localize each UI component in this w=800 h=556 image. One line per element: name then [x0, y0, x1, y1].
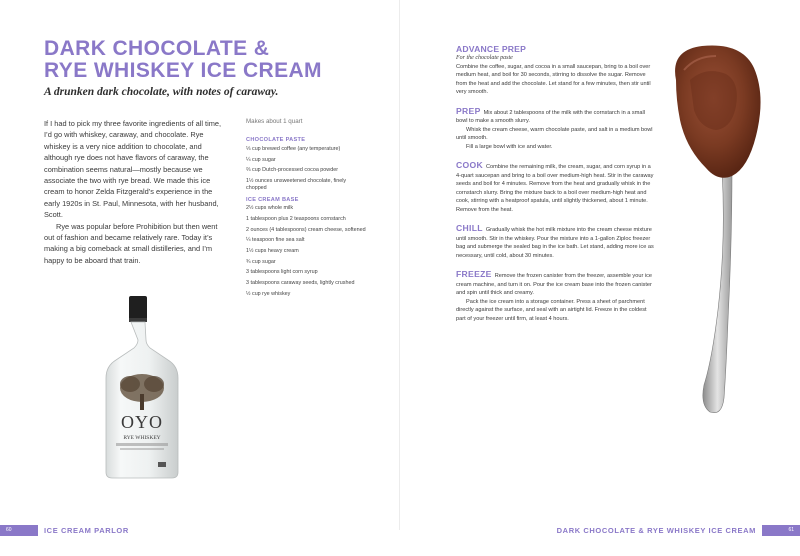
intro-paragraph-2: Rye was popular before Prohibition but then went out of fashion and became relatively rare. Today it’s making a big comeback at small distilleries, and I’m happy to be aboard that train.	[44, 221, 218, 265]
bottle-product: RYE WHISKEY	[123, 435, 161, 441]
chill-label: CHILL	[456, 223, 483, 233]
intro-paragraph-1: If I had to pick my three favorite ingredients of all time, I’d go with whiskey, caraway, and chocolate. Rye whiskey is a very nice addition to chocolate, and although rye does not have flavors of caraway, the combination seems natural—mostly because we associate the two with rye bread. We made this ice cream to honor Zelda Fitzgerald’s experience in the early 1920s in St. Paul, Minnesota, with her husband, Scott.	[44, 119, 222, 220]
base-heading: ICE CREAM BASE	[246, 196, 299, 203]
right-page-number: 61	[788, 527, 794, 533]
paste-heading: CHOCOLATE PASTE	[246, 137, 306, 144]
prep-section	[456, 107, 656, 152]
cook-label: COOK	[456, 160, 483, 170]
ice-cream-spoon-image	[656, 40, 776, 420]
right-page	[400, 0, 800, 556]
footer-right-bar	[762, 525, 800, 536]
ingredient-item: 1 tablespoon plus 2 teaspoons cornstarch	[246, 215, 346, 222]
ingredient-item: ⅔ cup Dutch-processed cocoa powder	[246, 167, 338, 174]
ingredient-item: 1½ cups heavy cream	[246, 247, 299, 254]
whiskey-bottle-image	[98, 296, 186, 480]
footer-left	[0, 525, 400, 536]
ingredient-item: 3 tablespoons light corn syrup	[246, 269, 318, 276]
intro-text	[44, 118, 222, 266]
freeze-section	[456, 270, 656, 323]
footer-right-text: DARK CHOCOLATE & RYE WHISKEY ICE CREAM	[556, 526, 756, 535]
advance-prep-section	[456, 44, 656, 97]
ingredient-item: ¼ cup sugar	[246, 156, 276, 163]
prep-text-3: Fill a large bowl with ice and water.	[466, 143, 553, 150]
ingredient-item: 3 tablespoons caraway seeds, lightly crushed	[246, 280, 355, 287]
ingredient-item: ½ cup rye whiskey	[246, 290, 291, 297]
ingredient-item: 2½ cups whole milk	[246, 205, 294, 212]
ingredients-list	[246, 118, 366, 301]
chill-section	[456, 224, 656, 260]
cook-section	[456, 161, 656, 214]
prep-text-2: Whisk the cream cheese, warm chocolate paste, and salt in a medium bowl until smooth.	[456, 126, 653, 141]
yield: Makes about 1 quart	[246, 118, 303, 125]
recipe-subtitle: A drunken dark chocolate, with notes of caraway.	[44, 86, 279, 98]
advance-prep-sub: For the chocolate paste	[456, 55, 513, 61]
freeze-text-2: Pack the ice cream into a storage container. Press a sheet of parchment directly against the surface, and seal with an airtight lid. Freeze in the coldest part of your freezer until firm, at least 4 hours.	[456, 298, 647, 322]
bottle-brand: OYO	[121, 412, 163, 432]
recipe-title	[44, 38, 364, 82]
footer-left-bar	[0, 525, 38, 536]
freeze-label: FREEZE	[456, 269, 492, 279]
advance-prep-text: Combine the coffee, sugar, and cocoa in a small saucepan, bring to a boil over medium heat, and boil for 30 seconds, stirring to dissolve the sugar. Remove from the heat and add the chocolate. Let stand for a few minutes, then stir until very smooth.	[456, 63, 651, 95]
ingredient-item: 2 ounces (4 tablespoons) cream cheese, softened	[246, 226, 366, 233]
freeze-text: Remove the frozen canister from the freezer, assemble your ice cream machine, and turn it on. Pour the ice cream base into the frozen canister and spin until thick and creamy.	[456, 273, 653, 296]
ingredient-item: ¼ teaspoon fine sea salt	[246, 237, 305, 244]
footer-right	[400, 525, 800, 536]
cook-text: Combine the remaining milk, the cream, sugar, and corn syrup in a 4-quart saucepan and bring to a boil over medium-high heat. Stir in the caraway seeds and boil for 4 minutes. Remove from the heat and gradually whisk in the cornstarch slurry. Bring the mixture back to a boil over medium-high heat and cook, stirring with a heatproof spatula, until slightly thickened, about 1 minute. Remove from the heat.	[456, 164, 654, 213]
footer-left-text: ICE CREAM PARLOR	[44, 526, 129, 535]
ingredient-item: ¾ cup sugar	[246, 258, 276, 265]
left-page-number: 60	[6, 527, 12, 533]
chill-text: Gradually whisk the hot milk mixture into the cream cheese mixture until smooth. Stir in the whiskey. Pour the mixture into a 1-gallon Ziploc freezer bag and submerge the sealed bag in the ice bath. Let stand, adding more ice as necessary, until cold, about 30 minutes.	[456, 227, 654, 259]
title-line-1: DARK CHOCOLATE &	[44, 37, 270, 60]
ingredient-item: ⅓ cup brewed coffee (any temperature)	[246, 145, 341, 152]
prep-label: PREP	[456, 105, 481, 116]
prep-text: Mix about 2 tablespoons of the milk with the cornstarch in a small bowl to make a smooth slurry.	[456, 109, 645, 124]
ingredient-item: 1½ ounces unsweetened chocolate, finely chopped	[246, 177, 347, 192]
title-line-2: RYE WHISKEY ICE CREAM	[44, 59, 322, 82]
method-text	[456, 44, 656, 333]
advance-prep-heading: ADVANCE PREP	[456, 44, 527, 54]
